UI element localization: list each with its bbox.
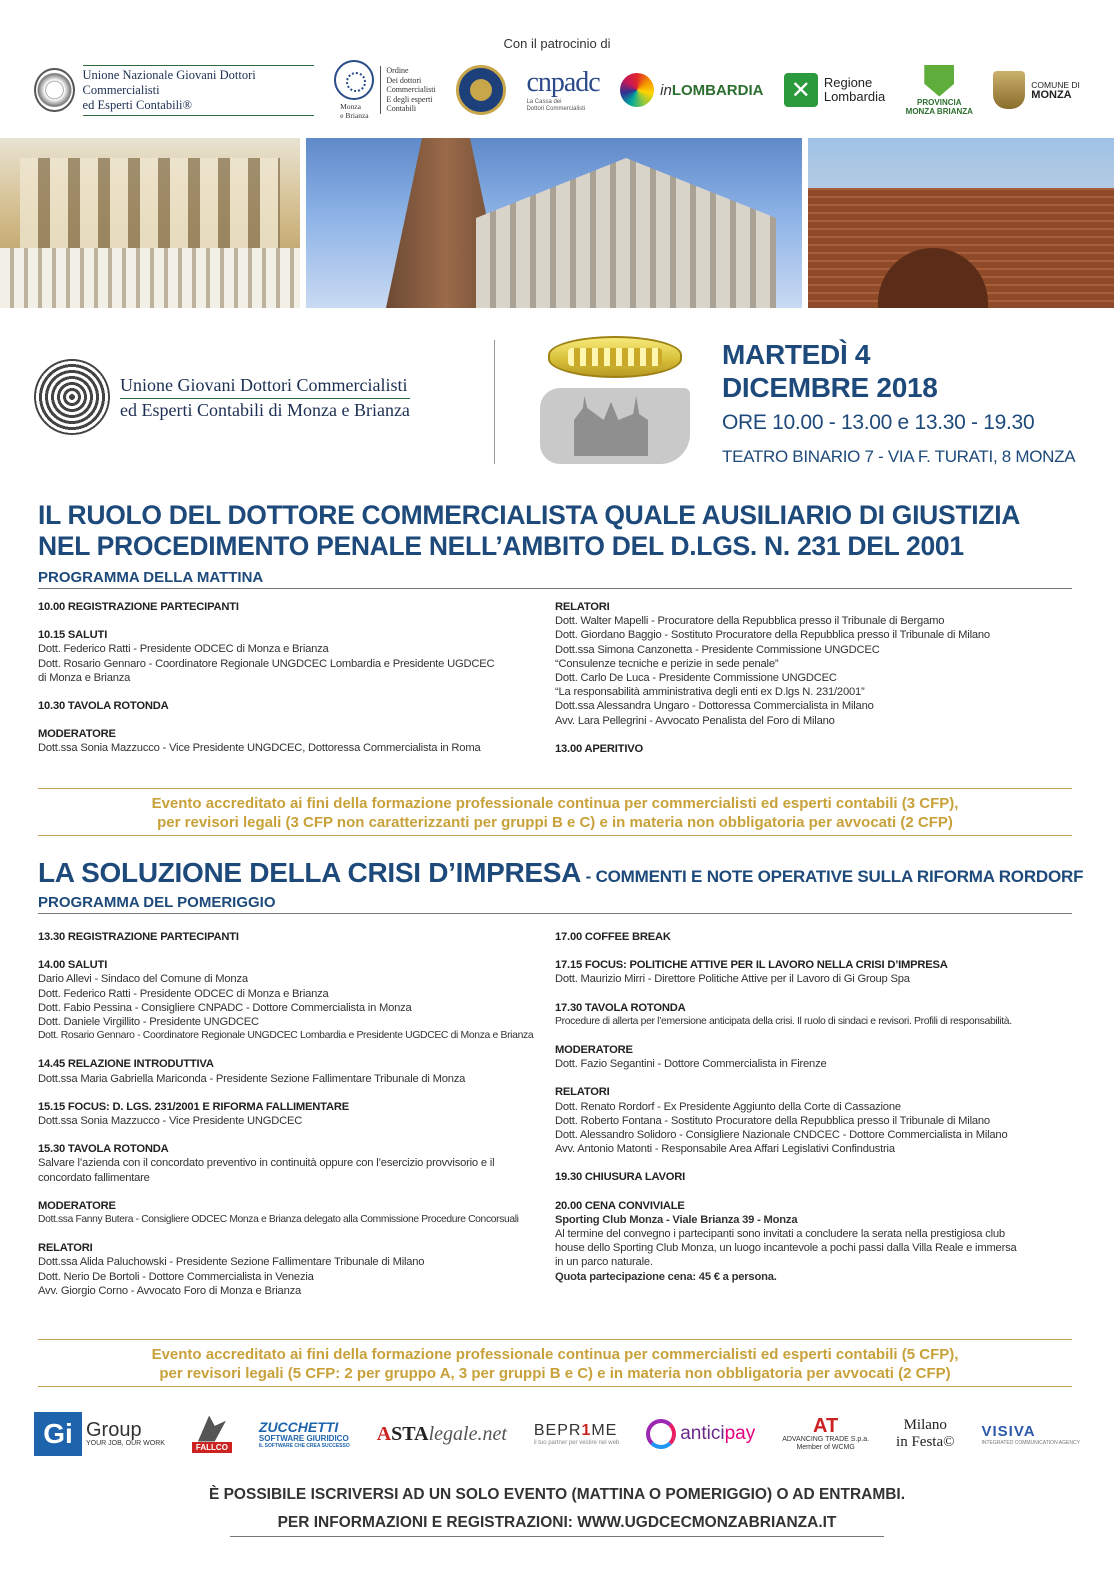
afternoon-moderatore2: Dott. Fazio Segantini - Dottore Commercialista in Firenze xyxy=(555,1058,827,1071)
morning-relatore: “Consulenze tecniche e perizie in sede penale” xyxy=(555,657,779,670)
afternoon-saluti-item: Dott. Daniele Virgillito - Presidente UNGDCEC xyxy=(38,1016,259,1029)
at-sub1: ADVANCING TRADE S.p.a. xyxy=(782,1436,870,1443)
gi-tag: YOUR JOB, OUR WORK xyxy=(86,1440,165,1447)
afternoon-relatore: Dott. Nerio De Bortoli - Dottore Commercialista in Venezia xyxy=(38,1270,314,1283)
event-venue: TEATRO BINARIO 7 - VIA F. TURATI, 8 MONZA xyxy=(722,447,1076,466)
afternoon-relatore: Avv. Giorgio Corno - Avvocato Foro di Monza e Brianza xyxy=(38,1284,302,1297)
morning-credits-line1: Evento accreditato ai fini della formazione professionale continua per commercialisti ed esperti contabili (3 CFP), xyxy=(151,795,959,812)
monza-skyline-icon xyxy=(540,388,690,464)
milano-line1: Milano xyxy=(903,1417,947,1433)
fallco-logo xyxy=(192,1416,232,1453)
inlombardia-burst-icon xyxy=(620,73,654,107)
afternoon-saluti-item: Dott. Rosario Gennaro - Coordinatore Regionale UNGDCEC Lombardia e Presidente UGDCEC di Monza e Brianza xyxy=(38,1030,534,1042)
asta-a: A xyxy=(376,1422,392,1445)
afternoon-relatore2: Avv. Antonio Matonti - Responsabile Area Affari Legislativi Confindustria xyxy=(555,1143,895,1156)
afternoon-left-column xyxy=(38,930,538,1298)
regione-line1: Regione xyxy=(823,75,873,90)
morning-relatore: Dott. Carlo De Luca - Presidente Commissione UNGDCEC xyxy=(555,672,837,685)
afternoon-moderatore2-heading: MODERATORE xyxy=(555,1044,633,1057)
odcec-line: E degli esperti xyxy=(386,94,433,104)
afternoon-registration: 13.30 REGISTRAZIONE PARTECIPANTI xyxy=(38,931,239,943)
event-info xyxy=(722,338,1082,468)
afternoon-credits xyxy=(38,1339,1072,1387)
afternoon-chiusura: 19.30 CHIUSURA LAVORI xyxy=(555,1171,686,1184)
sponsor-logos xyxy=(34,1404,1080,1464)
host-logo xyxy=(34,352,454,442)
morning-title-line2: NEL PROCEDIMENTO PENALE NELL’AMBITO DEL D.LGS. N. 231 DEL 2001 xyxy=(38,531,964,561)
morning-relatore: Dott. Giordano Baggio - Sostituto Procuratore della Repubblica presso il Tribunale di Milano xyxy=(555,629,990,642)
fallco-name: FALLCO xyxy=(192,1442,232,1453)
morning-title xyxy=(38,500,1088,562)
footer-info-link[interactable]: PER INFORMAZIONI E REGISTRAZIONI: WWW.UGDCECMONZABRIANZA.IT xyxy=(230,1514,884,1537)
cnpadc-sub-2: Dottori Commercialisti xyxy=(526,106,586,112)
cnpadc-logo xyxy=(526,67,599,113)
ungdc-logo xyxy=(34,65,314,116)
anticipay-a: antici xyxy=(680,1423,725,1444)
afternoon-relatore2: Dott. Roberto Fontana - Sostituto Procuratore della Repubblica presso il Tribunale di Milano xyxy=(555,1114,990,1127)
odcec-line: Contabili xyxy=(386,104,417,114)
event-day: MARTEDÌ 4 xyxy=(722,339,871,370)
comune-monza-logo xyxy=(993,71,1080,109)
gi-name: Group xyxy=(86,1419,142,1441)
beprime-one: 1 xyxy=(581,1422,592,1439)
comune-crest-icon xyxy=(993,71,1025,109)
crown-icon xyxy=(548,336,682,378)
afternoon-tavola-text: Salvare l’azienda con il concordato preventivo in continuità oppure con l’esercizio provvisorio e il xyxy=(38,1157,495,1170)
morning-registration: 10.00 REGISTRAZIONE PARTECIPANTI xyxy=(38,601,239,613)
afternoon-cena-heading: 20.00 CENA CONVIVIALE xyxy=(555,1199,685,1212)
zucchetti-logo xyxy=(259,1420,350,1449)
morning-title-line1: IL RUOLO DEL DOTTORE COMMERCIALISTA QUALE AUSILIARIO DI GIUSTIZIA xyxy=(38,500,1021,530)
odcec-line: Commercialisti xyxy=(386,85,436,95)
afternoon-cena-place: Sporting Club Monza - Viale Brianza 39 - Monza xyxy=(555,1213,798,1226)
morning-moderatore-heading: MODERATORE xyxy=(38,728,116,741)
afternoon-relatore: Dott.ssa Alida Paluchowski - Presidente Sezione Fallimentare Tribunale di Milano xyxy=(38,1256,425,1269)
odcec-logo xyxy=(334,60,435,120)
afternoon-credits-line2: per revisori legali (5 CFP: 2 per gruppo A, 3 per gruppi B e C) e in materia non obbligatoria per avvocati (2 CFP) xyxy=(159,1365,951,1382)
inlombardia-rest: LOMBARDIA xyxy=(671,81,764,99)
inlombardia-logo xyxy=(620,73,763,107)
afternoon-saluti-item: Dott. Federico Ratti - Presidente ODCEC di Monza e Brianza xyxy=(38,987,329,1000)
afternoon-cena-text: in un parco naturale. xyxy=(555,1256,653,1269)
afternoon-relatori2-heading: RELATORI xyxy=(555,1086,610,1099)
afternoon-relazione-heading: 14.45 RELAZIONE INTRODUTTIVA xyxy=(38,1058,214,1071)
morning-credits xyxy=(38,788,1072,836)
morning-saluti-item: di Monza e Brianza xyxy=(38,671,131,684)
afternoon-coffee: 17.00 COFFEE BREAK xyxy=(555,931,671,943)
ordine-avvocati-seal-icon xyxy=(456,65,506,115)
afternoon-relatori-heading: RELATORI xyxy=(38,1242,93,1255)
asta-sta: STA xyxy=(391,1422,429,1445)
provincia-logo xyxy=(906,65,973,116)
afternoon-cena-text: Al termine del convegno i partecipanti sono invitati a concludere la serata nella prestigiosa club xyxy=(555,1228,1005,1241)
anticipay-ring-icon xyxy=(646,1419,676,1449)
afternoon-cena-text: house dello Sporting Club Monza, un luogo incantevole a pochi passi dalla Villa Reale e immersa xyxy=(555,1242,1017,1255)
milano-in-festa-logo xyxy=(896,1417,954,1451)
afternoon-tavola-heading: 15.30 TAVOLA ROTONDA xyxy=(38,1143,169,1156)
odcec-sub-2: e Brianza xyxy=(340,111,369,120)
odcec-line: Dei dottori xyxy=(386,75,422,85)
beprime-tag: il tuo partner per vestire nel web xyxy=(533,1440,620,1446)
afternoon-saluti-heading: 14.00 SALUTI xyxy=(38,959,108,972)
beprime-be: BEPR xyxy=(533,1422,582,1439)
afternoon-saluti-item: Dario Allevi - Sindaco del Comune di Monza xyxy=(38,973,248,986)
cnpadc-sub-1: La Cassa dei xyxy=(526,99,562,105)
ungdc-line2: ed Esperti Contabili® xyxy=(82,97,193,112)
afternoon-program-label: PROGRAMMA DEL POMERIGGIO xyxy=(38,894,1072,914)
afternoon-cena-quota: Quota partecipazione cena: 45 € a persona. xyxy=(555,1270,777,1283)
morning-saluti-item: Dott. Rosario Gennaro - Coordinatore Regionale UNGDCEC Lombardia e Presidente UGDCEC xyxy=(38,657,495,670)
event-month-year: DICEMBRE 2018 xyxy=(722,372,938,403)
regione-lombardia-logo xyxy=(784,73,885,107)
visiva-name: VISIVA xyxy=(981,1422,1036,1440)
morning-credits-line2: per revisori legali (3 CFP non caratterizzanti per gruppi B e C) e in materia non obbligatoria per avvocati (2 CFP) xyxy=(157,814,953,831)
afternoon-relazione: Dott.ssa Maria Gabriella Mariconda - Presidente Sezione Fallimentare Tribunale di Monza xyxy=(38,1072,466,1085)
visiva-tag: INTEGRATED COMMUNICATION AGENCY xyxy=(981,1439,1080,1446)
afternoon-title-sub: - COMMENTI E NOTE OPERATIVE SULLA RIFORMA RORDORF xyxy=(581,867,1084,886)
morning-relatore: Dott. Walter Mapelli - Procuratore della Repubblica presso il Tribunale di Bergamo xyxy=(555,615,945,628)
afternoon-focus: Dott.ssa Sonia Mazzucco - Vice Presidente UNGDCEC xyxy=(38,1115,303,1128)
asta-rest: legale.net xyxy=(428,1422,507,1445)
fallco-bird-icon xyxy=(198,1416,226,1442)
ordine-avvocati-logo xyxy=(456,65,506,115)
zucchetti-name: ZUCCHETTI xyxy=(258,1418,339,1435)
photo-villa-reale xyxy=(0,138,300,308)
morning-saluti-item: Dott. Federico Ratti - Presidente ODCEC di Monza e Brianza xyxy=(38,643,329,656)
provincia-shield-icon xyxy=(924,65,954,97)
patron-logos xyxy=(34,60,1080,120)
odcec-line: Ordine xyxy=(386,66,409,76)
at-sub2: Member of WCMG xyxy=(796,1444,855,1451)
anticipay-b: pay xyxy=(724,1423,756,1444)
at-name: AT xyxy=(813,1415,839,1437)
morning-tavola-heading: 10.30 TAVOLA ROTONDA xyxy=(38,700,169,713)
event-hours: ORE 10.00 - 13.00 e 13.30 - 19.30 xyxy=(722,411,1035,434)
zucchetti-sub1: SOFTWARE GIURIDICO xyxy=(258,1433,349,1443)
morning-program-label: PROGRAMMA DELLA MATTINA xyxy=(38,569,1072,589)
afternoon-focus2-heading: 17.15 FOCUS: POLITICHE ATTIVE PER IL LAVORO NELLA CRISI D’IMPRESA xyxy=(555,959,948,972)
inlombardia-in: in xyxy=(660,81,672,99)
afternoon-relatore2: Dott. Renato Rordorf - Ex Presidente Aggiunto della Corte di Cassazione xyxy=(555,1100,901,1113)
morning-right-column xyxy=(555,600,1075,756)
morning-relatore: Avv. Lara Pellegrini - Avvocato Penalista del Foro di Milano xyxy=(555,714,835,727)
afternoon-title xyxy=(38,856,1098,895)
afternoon-moderatore: Dott.ssa Fanny Butera - Consigliere ODCEC Monza e Brianza delegato alla Commissione Procedure Concorsuali xyxy=(38,1214,519,1226)
gi-group-logo xyxy=(34,1412,165,1456)
morning-relatori-heading: RELATORI xyxy=(555,601,610,613)
morning-left-column xyxy=(38,600,538,756)
milano-line2: in Festa© xyxy=(896,1434,955,1450)
afternoon-focus2: Dott. Maurizio Mirri - Direttore Politiche Attive per il Lavoro di Gi Group Spa xyxy=(555,973,910,986)
beprime-me: ME xyxy=(591,1422,618,1439)
gi-box: Gi xyxy=(34,1412,82,1456)
ungdc-line1: Unione Nazionale Giovani Dottori Commercialisti xyxy=(82,67,256,97)
labyrinth-icon xyxy=(34,359,110,435)
morning-relatore: “La responsabilità amministrativa degli enti ex D.lgs N. 231/2001” xyxy=(555,686,865,699)
odcec-mark-icon xyxy=(334,60,374,100)
beprime-logo xyxy=(534,1422,619,1446)
morning-relatore: Dott.ssa Simona Canzonetta - Presidente Commissione UNGDCEC xyxy=(555,643,880,656)
afternoon-credits-line1: Evento accreditato ai fini della formazione professionale continua per commercialisti ed esperti contabili (5 CFP), xyxy=(151,1346,959,1363)
afternoon-tavola2: Procedure di allerta per l’emersione anticipata della crisi. Il ruolo di sindaci e revisori. Profili di responsabilità. xyxy=(555,1015,1012,1027)
odcec-sub-1: Monza xyxy=(340,102,361,111)
afternoon-tavola-text: concordato fallimentare xyxy=(38,1171,150,1184)
afternoon-tavola2-heading: 17.30 TAVOLA ROTONDA xyxy=(555,1001,686,1014)
photo-arengario xyxy=(808,138,1114,308)
provincia-line1: PROVINCIA xyxy=(917,97,962,107)
afternoon-relatore2: Dott. Alessandro Solidoro - Consigliere Nazionale CNDCEC - Dottore Commercialista in Milano xyxy=(555,1129,1008,1142)
footer-registration-note: È POSSIBILE ISCRIVERSI AD UN SOLO EVENTO (MATTINA O POMERIGGIO) O AD ENTRAMBI. xyxy=(208,1486,906,1503)
iron-crown-illustration xyxy=(540,336,690,466)
afternoon-title-main: LA SOLUZIONE DELLA CRISI D’IMPRESA xyxy=(38,857,582,888)
ungdc-seal-icon xyxy=(34,68,75,112)
zucchetti-sub2: IL SOFTWARE CHE CREA SUCCESSO xyxy=(258,1442,350,1449)
morning-moderatore: Dott.ssa Sonia Mazzucco - Vice Presidente UNGDCEC, Dottoressa Commercialista in Roma xyxy=(38,742,481,755)
anticipay-logo xyxy=(646,1419,755,1449)
host-line2: ed Esperti Contabili di Monza e Brianza xyxy=(120,399,410,420)
comune-line1: COMUNE DI xyxy=(1031,80,1080,90)
regione-cross-icon: ✕ xyxy=(784,73,818,107)
photo-duomo xyxy=(306,138,802,308)
morning-relatore: Dott.ssa Alessandra Ungaro - Dottoressa Commercialista in Milano xyxy=(555,700,874,713)
patronage-label: Con il patrocinio di xyxy=(503,36,611,51)
visiva-logo xyxy=(981,1423,1079,1446)
afternoon-right-column xyxy=(555,930,1075,1284)
morning-saluti-heading: 10.15 SALUTI xyxy=(38,629,108,642)
afternoon-focus-heading: 15.15 FOCUS: D. LGS. 231/2001 E RIFORMA FALLIMENTARE xyxy=(38,1100,349,1113)
regione-line2: Lombardia xyxy=(823,89,886,104)
advancing-trade-logo xyxy=(782,1416,869,1452)
provincia-line2: MONZA BRIANZA xyxy=(905,106,973,116)
afternoon-saluti-item: Dott. Fabio Pessina - Consigliere CNPADC - Dottore Commercialista in Monza xyxy=(38,1001,412,1014)
afternoon-moderatore-heading: MODERATORE xyxy=(38,1199,116,1212)
header-divider xyxy=(494,340,495,464)
comune-line2: MONZA xyxy=(1031,89,1072,101)
photo-strip xyxy=(0,138,1114,308)
cnpadc-wordmark: cnpadc xyxy=(526,67,600,98)
astalegale-logo xyxy=(377,1423,507,1446)
host-line1: Unione Giovani Dottori Commercialisti xyxy=(120,374,410,399)
morning-aperitivo: 13.00 APERITIVO xyxy=(555,742,643,755)
